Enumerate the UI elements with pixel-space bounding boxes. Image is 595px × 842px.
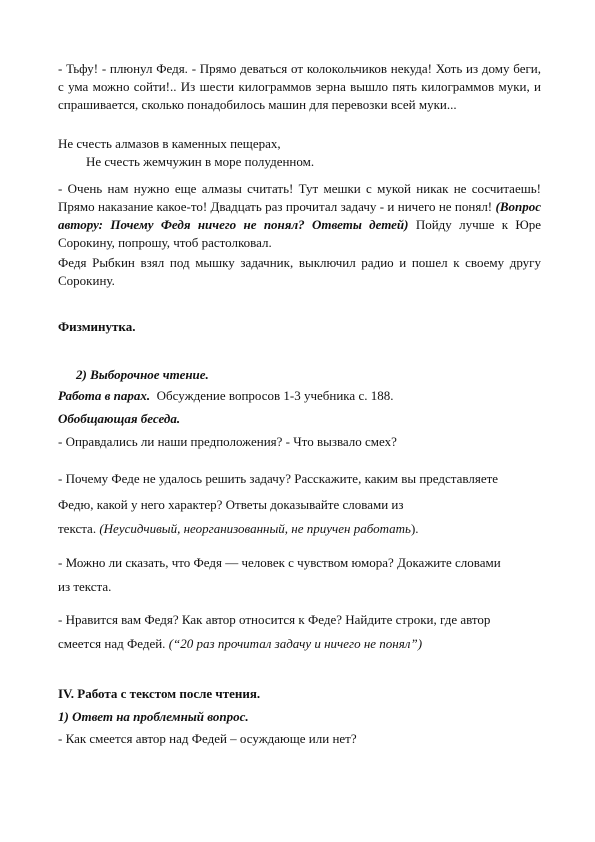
poem-quote: [58, 135, 541, 171]
question-4-text: смеется над Федей.: [58, 636, 166, 651]
paragraph-diamonds-tail: Пойду лучше к Юре Сорокину, попрошу, чтоб растолковал.: [58, 217, 541, 250]
question-2-line-2: Федю, какой у него характер? Ответы доказывайте словами из: [58, 497, 404, 512]
paragraph-diamonds-text: - Очень нам нужно еще алмазы считать! Тут мешки с мукой никак не сосчитаешь! Прямо наказание какое-то! Двадцать раз прочитал задачу - и ничего не понял!: [58, 181, 541, 214]
question-1: - Оправдались ли наши предположения? - Что вызвало смех?: [58, 434, 397, 449]
question-4-line-1: - Нравится вам Федя? Как автор относится к Феде? Найдите строки, где автор: [58, 612, 491, 627]
paragraph-fedya-complaint: - Тьфу! - плюнул Федя. - Прямо деваться от колокольчиков некуда! Хоть из дому беги, с ума можно сойти!.. Из шести килограммов зерна вышло пять килограммов муки, и спрашивается, сколько понадобилось машин для перевозки всей муки...: [58, 61, 541, 112]
heading-section-4: IV. Работа с текстом после чтения.: [58, 686, 261, 701]
pair-work-label: Работа в парах.: [58, 388, 151, 403]
question-3-line-2: из текста.: [58, 579, 112, 594]
question-3-line-1: - Можно ли сказать, что Федя — человек с чувством юмора? Докажите словами: [58, 555, 501, 570]
question-4-quote: (“20 раз прочитал задачу и ничего не понял”): [168, 636, 423, 651]
question-2-line-1: - Почему Феде не удалось решить задачу? Расскажите, каким вы представляете: [58, 471, 499, 486]
poem-line-2: Не счесть жемчужин в море полуденном.: [86, 154, 315, 169]
question-2-line-3: [58, 520, 541, 538]
paragraph-fedya-leaves: Федя Рыбкин взял под мышку задачник, выключил радио и пошел к своему другу Сорокину.: [58, 255, 541, 288]
poem-line-1: Не счесть алмазов в каменных пещерах,: [58, 136, 281, 151]
heading-fizminutka: Физминутка.: [58, 319, 136, 334]
question-2-answer: (Неусидчивый, неорганизованный, не приучен работать: [99, 521, 411, 536]
heading-summary-talk: Обобщающая беседа.: [58, 411, 181, 426]
author-question: (Вопрос автору: Почему Федя ничего не понял? Ответы детей): [58, 199, 542, 232]
question-5: - Как смеется автор над Федей – осуждающе или нет?: [58, 731, 357, 746]
pair-work-line: [58, 387, 541, 405]
pair-work-text: Обсуждение вопросов 1-3 учебника с. 188.: [156, 388, 394, 403]
heading-problem-question: 1) Ответ на проблемный вопрос.: [58, 709, 249, 724]
question-2-text: текста.: [58, 521, 97, 536]
heading-selective-reading: 2) Выборочное чтение.: [76, 367, 209, 382]
paragraph-diamonds: [58, 180, 541, 252]
question-4-line-2: [58, 635, 541, 653]
question-2-end: ).: [410, 521, 419, 536]
